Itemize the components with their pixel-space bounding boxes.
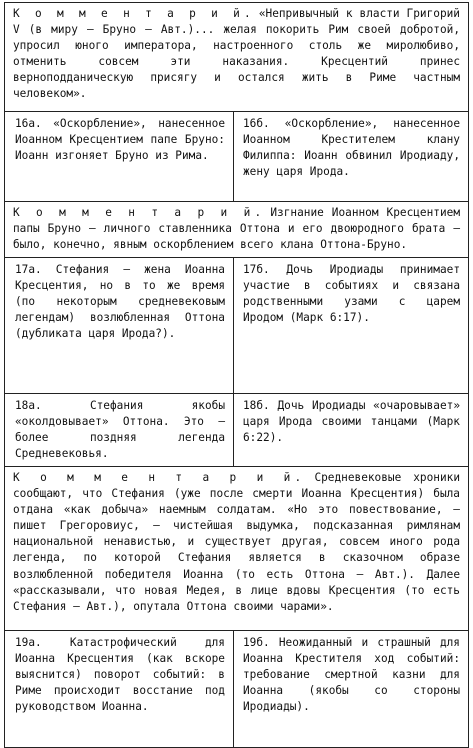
table-row: [4, 394, 469, 467]
comment-text: «Непривычный к власти Григорий V (в миру – Бруно – Авт.)... желая покорить Рим своей добротой, упросил юного императора, настроенного столь же миролюбиво, отменить совсем эти наказания. Кресцентий принес верноподданическую присягу и остался жить в Риме частным человеком».: [13, 7, 460, 101]
left-cell: 18а. Стефания якобы «околдовывает» Оттона. Это – более поздняя легенда Средневековья.: [5, 394, 234, 466]
left-cell: 16а. «Оскорбление», нанесенное Иоанном Кресцентием папе Бруно: Иоанн изгоняет Бруно из Рима.: [5, 112, 234, 201]
table-row: [4, 112, 469, 202]
comment-block: [4, 467, 469, 631]
comment-text: Средневековые хроники сообщают, что Стефания (уже после смерти Иоанна Кресцентия) была отдана «как добыча» наемным солдатам. «Но это повествование, – пишет Грегоровиус, – чистейшая выдумка, подсказанная римлянам национальной ненавистью, и существует другая, совсем иного рода легенда, по которой Стефания является в сказочном образе возлюбленной победителя Иоанна (то есть Оттона – Авт.). Далее «рассказывали, что новая Медея, в лице вдовы Кресцентия (то есть Стефания – Авт.), опутала Оттона своими чарами».: [13, 471, 461, 613]
comment-label: К о м м е н т а р и й.: [13, 7, 255, 20]
comment-block: [4, 202, 469, 258]
right-cell: 16б. «Оскорбление», нанесенное Иоанном Крестителем клану Филиппа: Иоанн обвинил Иродиаду, жену царя Ирода.: [243, 117, 460, 179]
right-cell: 18б. Дочь Иродиады «очаровывает» царя Ирода своими танцами (Марк 6:22).: [243, 399, 460, 445]
table-row: [4, 631, 469, 748]
right-cell: 17б. Дочь Иродиады принимает участие в событиях и связана родственными узами с царем Иродом (Марк 6:17).: [243, 263, 460, 325]
comment-label: К о м м е н т а р и й.: [13, 471, 306, 484]
left-cell: 19а. Катастрофический для Иоанна Кресцентия (как вскоре выяснится) поворот событий: в Риме происходит восстание под руководством Иоанна.: [5, 631, 234, 747]
comment-label: К о м м е н т а р и й.: [13, 206, 266, 219]
table-row: [4, 258, 469, 394]
right-cell: 19б. Неожиданный и страшный для Иоанна Крестителя ход событий: требование смертной казни для Иоанна (якобы со стороны Иродиады).: [243, 636, 460, 714]
left-cell: 17а. Стефания – жена Иоанна Кресцентия, но в то же время (по некоторым средневековым легендам) возлюбленная Оттона (дубликата царя Ирода?).: [5, 258, 234, 393]
document-table: [4, 2, 469, 748]
comment-text: Изгнание Иоанном Кресцентием папы Бруно – личного ставленника Оттона и его двоюродного брата – было, конечно, явным оскорблением всего клана Оттона-Бруно.: [13, 206, 460, 252]
comment-block: [4, 2, 469, 112]
